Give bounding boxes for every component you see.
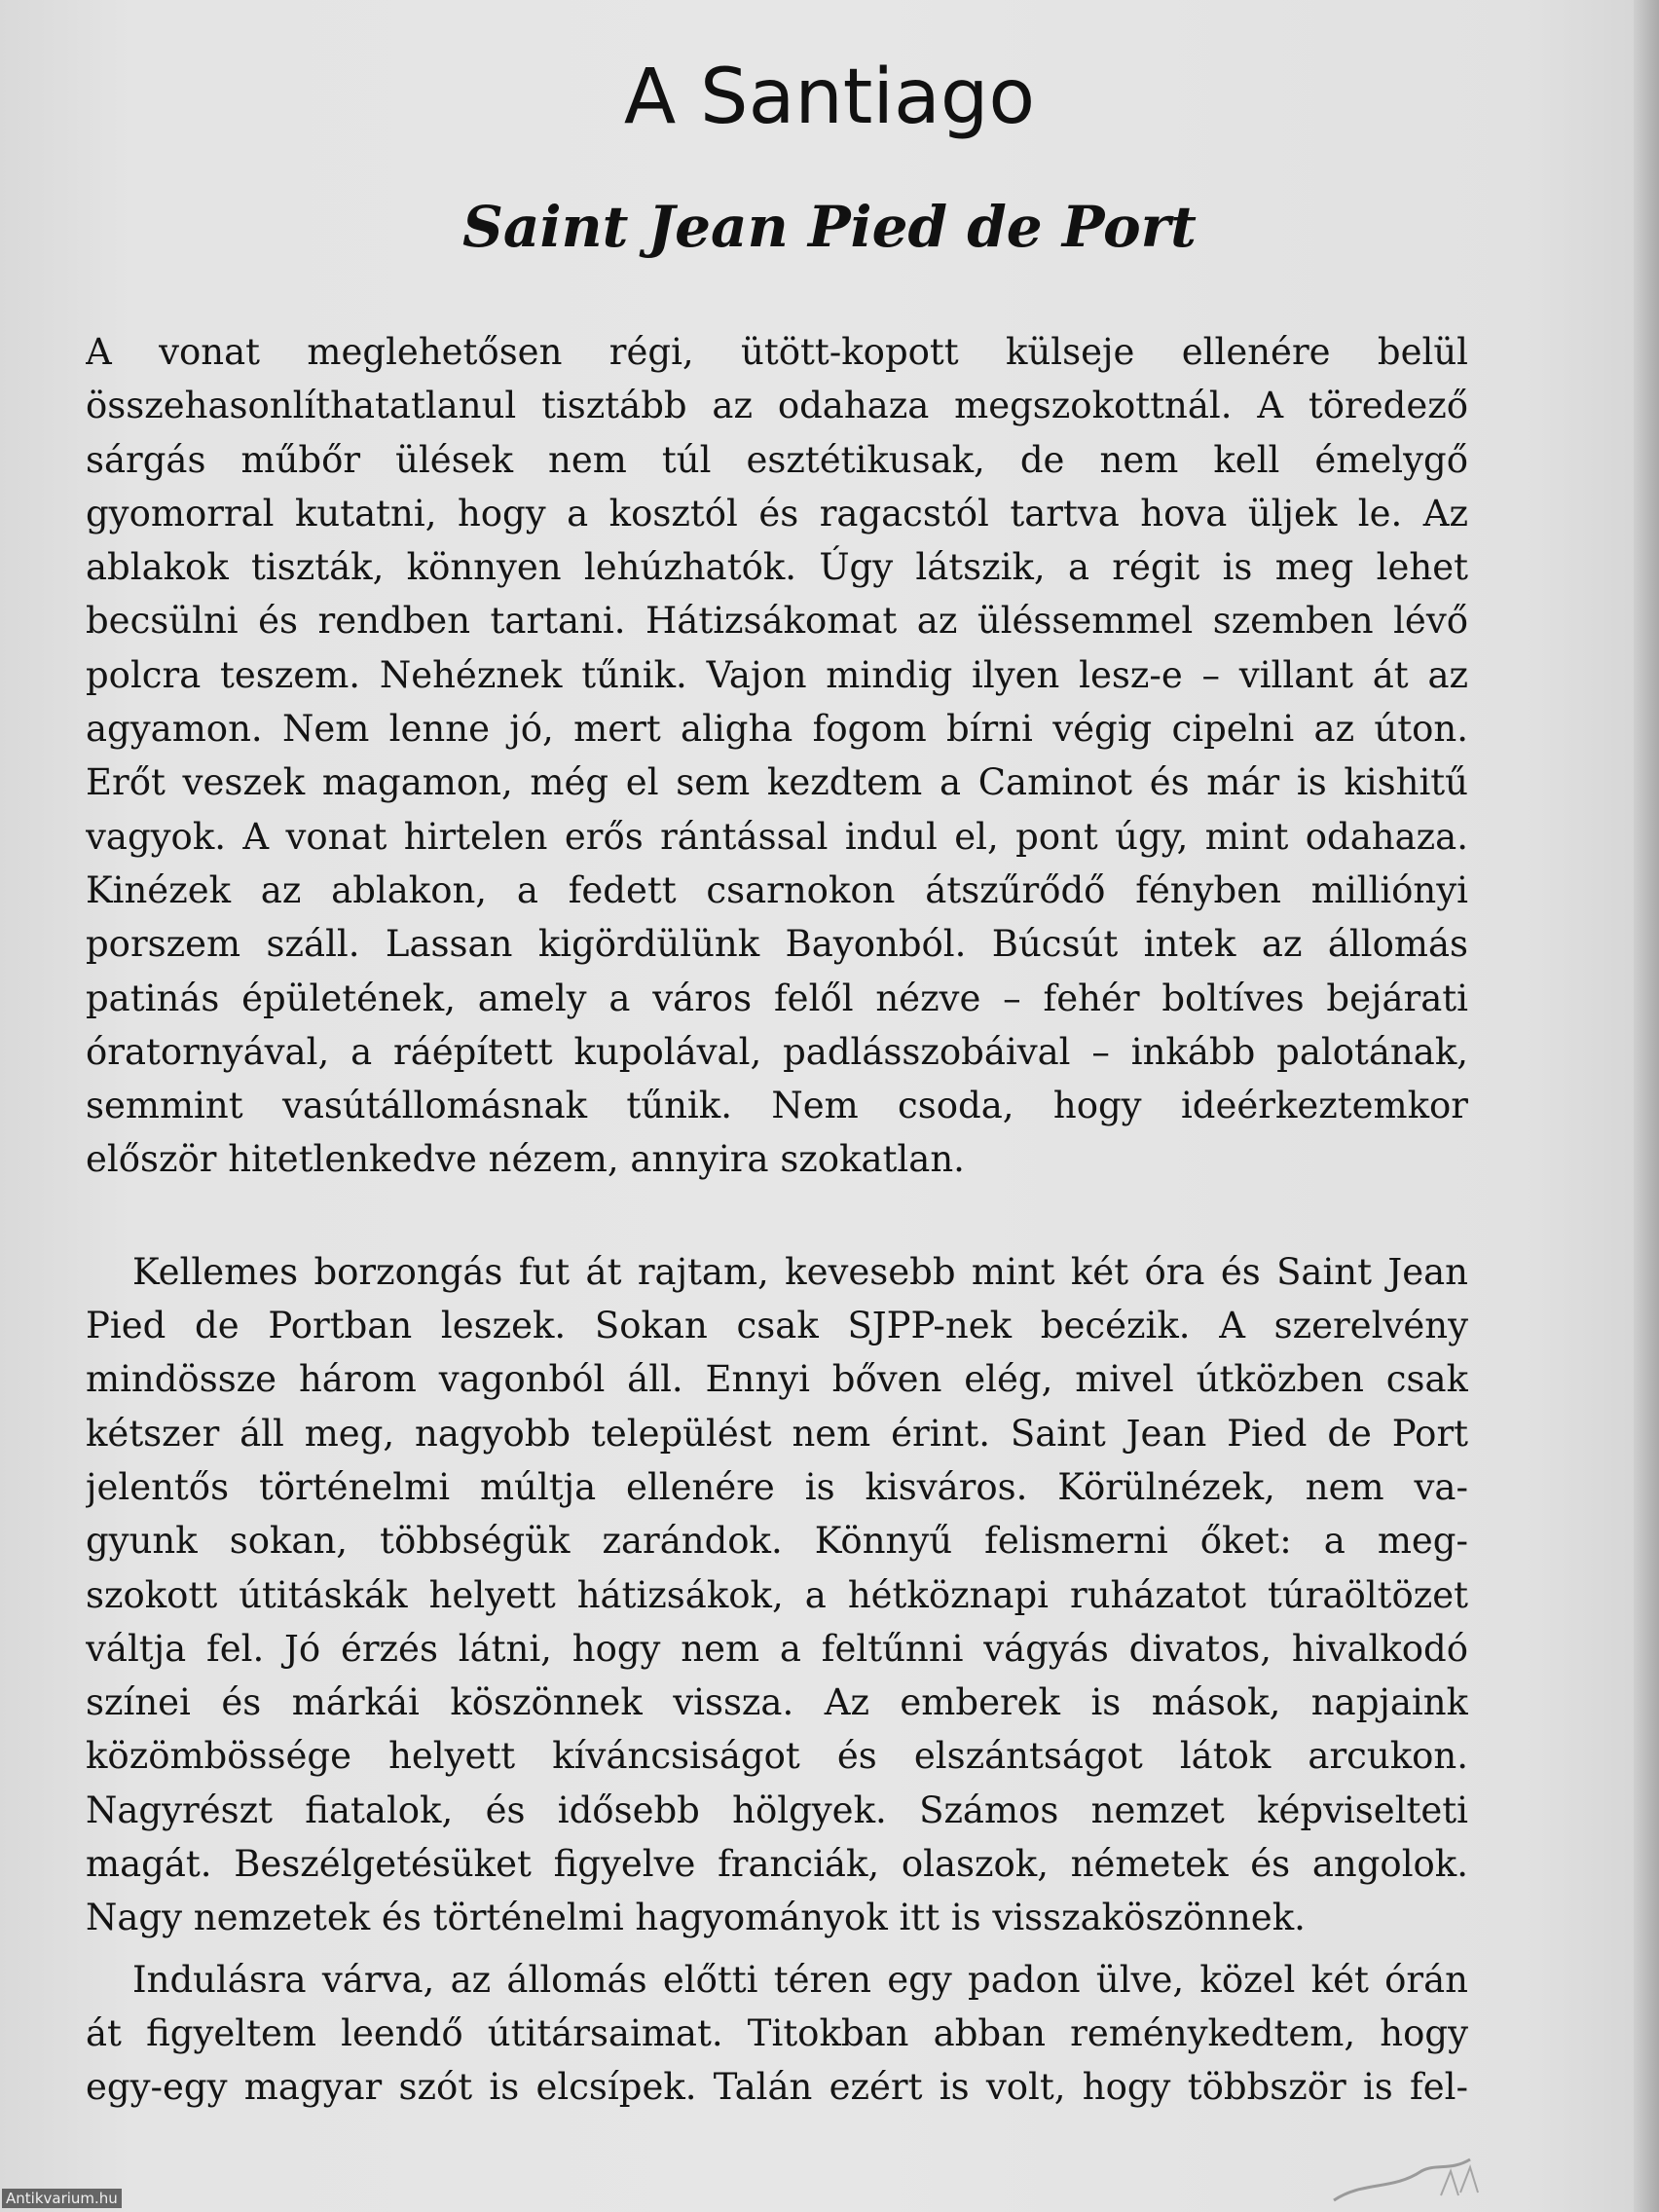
paragraph-spacer [86, 1945, 1468, 1953]
text-line: gyomorral kutatni, hogy a kosztól és ragacstól tartva hova üljek le. Az [86, 492, 1468, 535]
text-line: Erőt veszek magamon, még el sem kezdtem a Caminot és már is kishitű [86, 761, 1468, 804]
watermark-label: Antikvarium.hu [2, 2189, 122, 2208]
text-line: semmint vasútállomásnak tűnik. Nem csoda, hogy ideérkeztemkor [86, 1085, 1468, 1127]
text-line: sárgás műbőr ülések nem túl esztétikusak, de nem kell émelygő [86, 438, 1468, 481]
text-line: át figyeltem leendő útitársaimat. Titokban abban reménykedtem, hogy [86, 2011, 1468, 2054]
text-line: ablakok tiszták, könnyen lehúzhatók. Úgy látszik, a régit is meg lehet [86, 546, 1468, 589]
text-line: kétszer áll meg, nagyobb települést nem érint. Saint Jean Pied de Port [86, 1412, 1468, 1455]
text-line: Nagy nemzetek és történelmi hagyományok itt is visszaköszönnek. [86, 1897, 1306, 1939]
paragraph-spacer [86, 1187, 1468, 1245]
text-line: A vonat meglehetősen régi, ütött-kopott külseje ellenére belül [86, 331, 1468, 373]
paragraph-1 [86, 325, 1468, 1187]
text-line: váltja fel. Jó érzés látni, hogy nem a feltűnni vágyás divatos, hivalkodó [86, 1627, 1468, 1670]
text-line: közömbössége helyett kíváncsiságot és elszántságot látok arcukon. [86, 1735, 1468, 1778]
text-line: Kinézek az ablakon, a fedett csarnokon átszűrődő fényben milliónyi [86, 868, 1468, 911]
text-line: színei és márkái köszönnek vissza. Az emberek is mások, napjaink [86, 1681, 1468, 1724]
page-edge-shadow [1634, 0, 1659, 2212]
text-line: agyamon. Nem lenne jó, mert aligha fogom bírni végig cipelni az úton. [86, 708, 1468, 751]
text-line: polcra teszem. Nehéznek tűnik. Vajon mindig ilyen lesz-e – villant át az [86, 653, 1468, 696]
text-line: egy-egy magyar szót is elcsípek. Talán ezért is volt, hogy többször is fel- [86, 2066, 1468, 2109]
paragraph-3 [86, 1953, 1468, 2115]
text-line: jelentős történelmi múltja ellenére is kisváros. Körülnézek, nem va- [86, 1465, 1468, 1508]
text-line: összehasonlíthatatlanul tisztább az odahaza megszokottnál. A töredező [86, 385, 1468, 427]
text-line: először hitetlenkedve nézem, annyira szokatlan. [86, 1138, 965, 1181]
text-line: óratornyával, a ráépített kupolával, padlásszobáival – inkább palotának, [86, 1030, 1468, 1073]
text-line: patinás épületének, amely a város felől nézve – fehér boltíves bejárati [86, 977, 1468, 1019]
corner-ornament-icon [1324, 2142, 1490, 2210]
text-line: gyunk sokan, többségük zarándok. Könnyű felismerni őket: a meg- [86, 1520, 1468, 1563]
paragraph-2 [86, 1245, 1468, 1945]
text-line: Nagyrészt fiatalok, és idősebb hölgyek. Számos nemzet képviselteti [86, 1788, 1468, 1831]
text-line: szokott útitáskák helyett hátizsákok, a hétköznapi ruházatot túraöltözet [86, 1573, 1468, 1616]
text-line: Pied de Portban leszek. Sokan csak SJPP-nek becézik. A szerelvény [86, 1305, 1468, 1347]
chapter-subtitle: Saint Jean Pied de Port [462, 194, 1197, 260]
body-text [86, 325, 1468, 2115]
text-line: vagyok. A vonat hirtelen erős rántással indul el, pont úgy, mint odahaza. [86, 815, 1468, 858]
text-line: Kellemes borzongás fut át rajtam, kevesebb mint két óra és Saint Jean [132, 1250, 1468, 1293]
text-line: porszem száll. Lassan kigördülünk Bayonból. Búcsút intek az állomás [86, 923, 1468, 966]
text-line: Indulásra várva, az állomás előtti téren egy padon ülve, közel két órán [132, 1958, 1468, 2001]
text-line: becsülni és rendben tartani. Hátizsákomat az üléssemmel szemben lévő [86, 600, 1468, 643]
text-line: mindössze három vagonból áll. Ennyi bőven elég, mivel útközben csak [86, 1358, 1468, 1401]
chapter-title: A Santiago [623, 54, 1036, 141]
text-line: magát. Beszélgetésüket figyelve franciák, olaszok, németek és angolok. [86, 1843, 1468, 1886]
